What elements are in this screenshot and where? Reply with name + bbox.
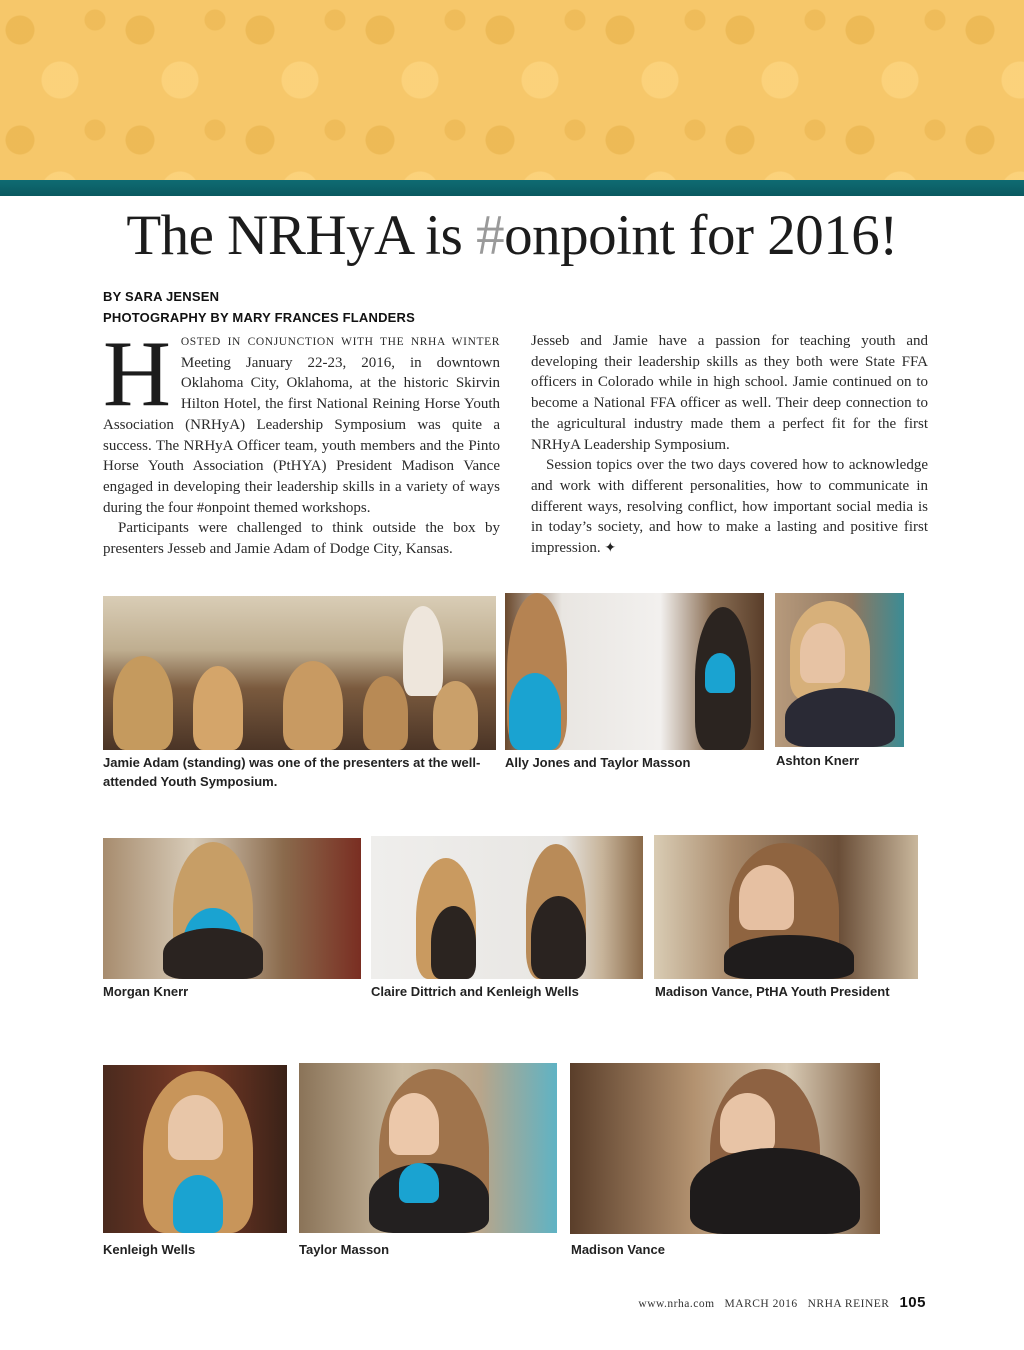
photo-ally-taylor xyxy=(505,593,764,750)
article-paragraph-3: Jesseb and Jamie have a passion for teaching youth and developing their leadership skills as they both were State FFA officers in Colorado while in high school. Jamie continued on to become a National FFA officer as well. Their deep connection to the agricultural industry made them a perfect fit for the first NRHyA Leadership Symposium. xyxy=(531,333,928,453)
caption-photo-9: Madison Vance xyxy=(571,1242,665,1257)
photo-madison-vance-president xyxy=(654,835,918,979)
drop-cap: H xyxy=(103,322,171,426)
page-footer xyxy=(628,1294,926,1311)
article-paragraph-1 xyxy=(103,322,500,518)
photo-taylor-masson xyxy=(299,1063,557,1233)
paragraph-4-body: Session topics over the two days covered how to acknowledge and work with different personalities, how to communicate in different ways, resolving conflict, how important social media is in today’s society, and how to make a lasting and positive first impression. xyxy=(531,457,928,557)
footer-date: MARCH 2016 xyxy=(724,1298,798,1310)
photo-claire-kenleigh xyxy=(371,836,643,979)
caption-photo-6: Madison Vance, PtHA Youth President xyxy=(655,984,890,999)
paragraph-1-body: Meeting January 22-23, 2016, in downtown Oklahoma City, Oklahoma, at the historic Skirvin Hilton Hotel, the first National Reining Horse Youth Association (NRHyA) Leadership Symposium was quite a success. The NRHyA Officer team, youth members and the Pinto Horse Youth Association (PtHYA) President Madison Vance engaged in developing their leadership skills in a variety of ways during the four #onpoint themed workshops. xyxy=(103,354,500,516)
caption-photo-3: Ashton Knerr xyxy=(776,753,860,768)
decorative-banner xyxy=(0,0,1024,180)
end-mark-icon: ✦ xyxy=(604,540,617,557)
page-number: 105 xyxy=(899,1294,926,1311)
photo-symposium-group xyxy=(103,596,496,750)
article-paragraph-2: Participants were challenged to think outside the box by presenters Jesseb and Jamie Adam of Dodge City, Kansas. xyxy=(103,520,500,558)
footer-publication: NRHA REINER xyxy=(807,1298,890,1310)
caption-photo-1: Jamie Adam (standing) was one of the presenters at the well-attended Youth Symposium. xyxy=(103,755,481,789)
footer-url: www.nrha.com xyxy=(638,1298,715,1310)
lead-in-smallcaps: OSTED IN CONJUNCTION WITH THE NRHA WINTER xyxy=(180,336,500,348)
caption-photo-7: Kenleigh Wells xyxy=(103,1242,196,1257)
caption-photo-8: Taylor Masson xyxy=(299,1242,390,1257)
article-title xyxy=(0,203,1024,268)
article-column-left xyxy=(103,322,500,560)
byline-photographer: PHOTOGRAPHY BY MARY FRANCES FLANDERS xyxy=(103,310,416,325)
caption-photo-2: Ally Jones and Taylor Masson xyxy=(505,755,691,770)
caption-photo-4: Morgan Knerr xyxy=(103,984,189,999)
article-column-right xyxy=(531,331,928,559)
teal-divider-bar xyxy=(0,180,1024,196)
article-paragraph-4 xyxy=(531,455,928,559)
photo-ashton-knerr xyxy=(775,593,904,747)
title-part-1: The NRHyA is xyxy=(126,204,477,267)
byline-author: BY SARA JENSEN xyxy=(103,289,220,304)
photo-kenleigh-wells xyxy=(103,1065,287,1233)
photo-madison-vance xyxy=(570,1063,880,1234)
caption-photo-5: Claire Dittrich and Kenleigh Wells xyxy=(371,984,579,999)
title-hash: # xyxy=(476,204,505,267)
photo-morgan-knerr xyxy=(103,838,361,979)
title-part-2: onpoint for 2016! xyxy=(504,204,898,267)
